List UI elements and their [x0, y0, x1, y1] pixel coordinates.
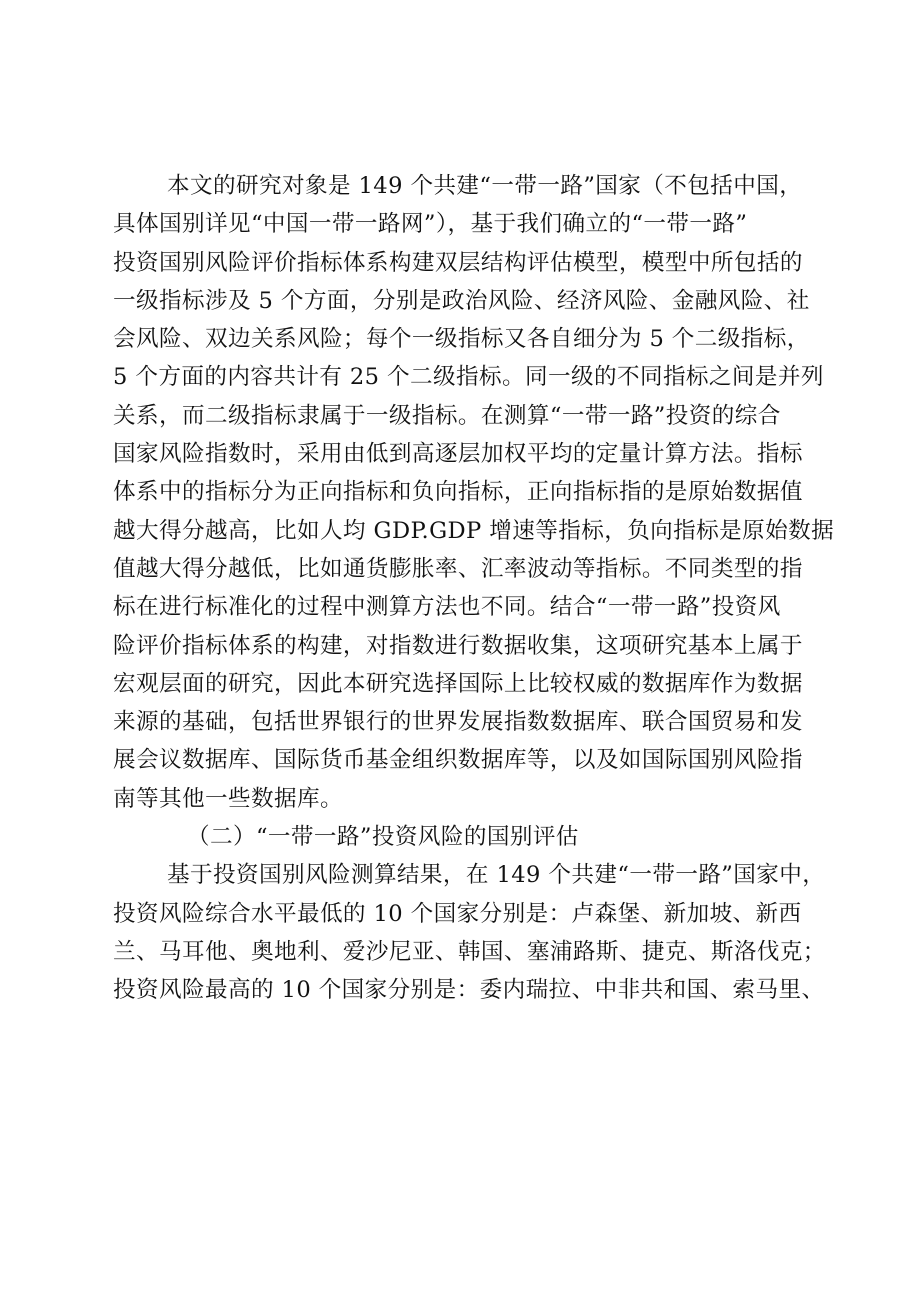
paragraph-line: 国家风险指数时，采用由低到高逐层加权平均的定量计算方法。指标	[113, 441, 803, 468]
paragraph-line: 宏观层面的研究，因此本研究选择国际上比较权威的数据库作为数据	[113, 670, 803, 697]
paragraph-line: 关系，而二级指标隶属于一级指标。在测算“一带一路”投资的综合	[113, 402, 781, 429]
paragraph-line: 具体国别详见“中国一带一路网”），基于我们确立的“一带一路”	[113, 211, 748, 238]
paragraph-line: 5 个方面的内容共计有 25 个二级指标。同一级的不同指标之间是并列	[113, 364, 824, 391]
paragraph-line: 来源的基础，包括世界银行的世界发展指数数据库、联合国贸易和发	[113, 709, 803, 736]
paragraph-line: 险评价指标体系的构建，对指数进行数据收集，这项研究基本上属于	[113, 632, 803, 659]
paragraph-line: 会风险、双边关系风险；每个一级指标又各自细分为 5 个二级指标，	[113, 326, 810, 353]
paragraph-line: 标在进行标准化的过程中测算方法也不同。结合“一带一路”投资风	[113, 594, 781, 621]
paragraph-line: 兰、马耳他、奥地利、爱沙尼亚、韩国、塞浦路斯、捷克、斯洛伐克；	[113, 938, 826, 965]
paragraph-line: 投资国别风险评价指标体系构建双层结构评估模型，模型中所包括的	[113, 249, 803, 276]
paragraph-line: 展会议数据库、国际货币基金组织数据库等，以及如国际国别风险指	[113, 747, 803, 774]
paragraph-line: 越大得分越高，比如人均 GDP.GDP 增速等指标，负向指标是原始数据	[113, 517, 835, 544]
paragraph-line: 南等其他一些数据库。	[113, 785, 343, 812]
paragraph-line: 基于投资国别风险测算结果，在 149 个共建“一带一路”国家中，	[167, 862, 826, 889]
paragraph-line: 一级指标涉及 5 个方面，分别是政治风险、经济风险、金融风险、社	[113, 287, 810, 314]
section-heading: （二）“一带一路”投资风险的国别评估	[187, 824, 579, 851]
paragraph-line: 值越大得分越低，比如通货膨胀率、汇率波动等指标。不同类型的指	[113, 555, 803, 582]
paragraph-line: 本文的研究对象是 149 个共建“一带一路”国家（不包括中国，	[167, 173, 803, 199]
paragraph-line: 投资风险综合水平最低的 10 个国家分别是：卢森堡、新加坡、新西	[113, 900, 802, 927]
paragraph-line: 体系中的指标分为正向指标和负向指标，正向指标指的是原始数据值	[113, 479, 803, 506]
document-body	[113, 167, 835, 1010]
paragraph-line: 投资风险最高的 10 个国家分别是：委内瑞拉、中非共和国、索马里、	[113, 977, 825, 1004]
